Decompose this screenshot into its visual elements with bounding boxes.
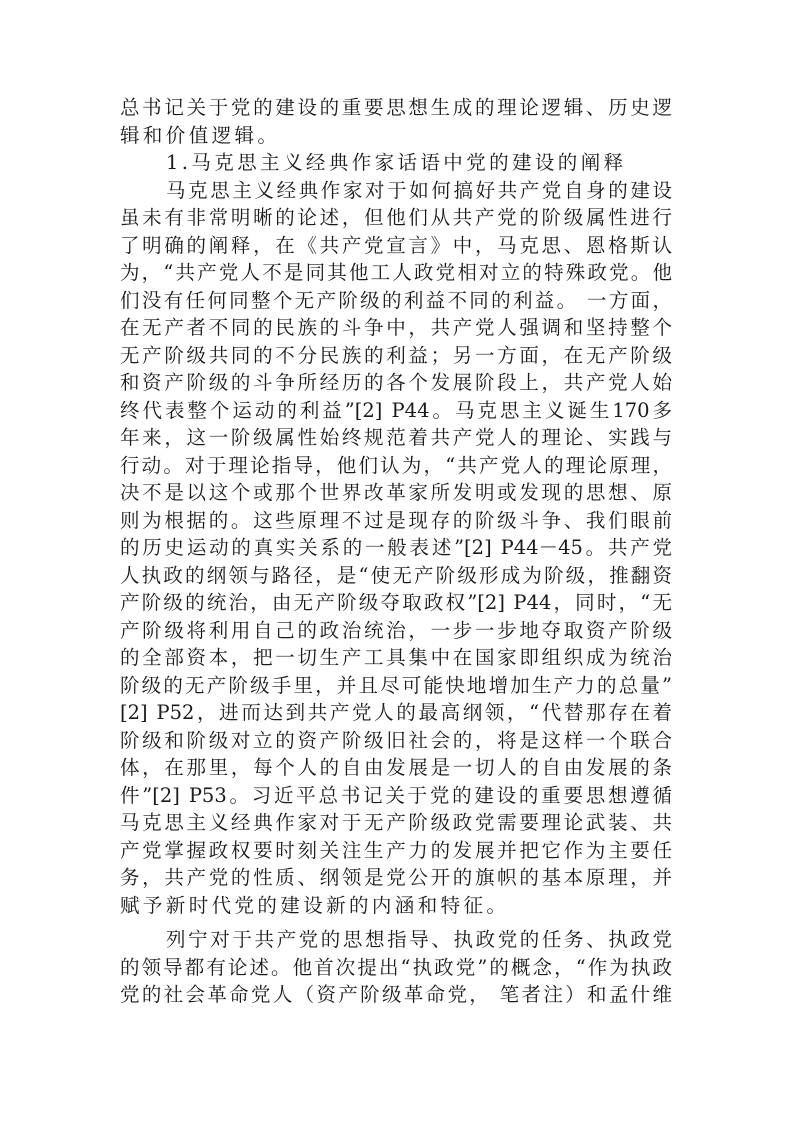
- text-line: 的历史运动的真实关系的一般表述”[2] P44－45。共产党: [120, 536, 672, 559]
- text-line: 年来，这一阶级属性始终规范着共产党人的理论、实践与: [120, 426, 672, 449]
- text-line: 阶级和阶级对立的资产阶级旧社会的，将是这样一个联合: [120, 728, 672, 752]
- paragraph: [120, 926, 672, 1009]
- text-line: 在无产者不同的民族的斗争中，共产党人强调和坚持整个: [120, 316, 672, 339]
- text-line: 人执政的纲领与路径，是“使无产阶级形成为阶级，推翻资: [120, 563, 672, 587]
- text-line: 决不是以这个或那个世界改革家所发明或发现的思想、原: [120, 481, 672, 504]
- text-line: 务，共产党的性质、纲领是党公开的旗帜的基本原理，并: [120, 866, 672, 889]
- text-line: 们没有任何同整个无产阶级的利益不同的利益。 一方面，: [120, 288, 672, 312]
- text-line: [2] P52，进而达到共产党人的最高纲领，“代替那存在着: [120, 701, 672, 724]
- text-line: 党的社会革命党人（资产阶级革命党， 笔者注）和孟什维: [120, 983, 672, 1006]
- text-line: 赋予新时代党的建设新的内涵和特征。: [120, 893, 510, 917]
- text-line: 虽未有非常明晰的论述，但他们从共产党的阶级属性进行: [120, 206, 672, 229]
- section-heading: [120, 149, 672, 177]
- text-line: 马克思主义经典作家对于如何搞好共产党自身的建设: [166, 178, 672, 202]
- text-line: 了明确的阐释，在《共产党宣言》中，马克思、恩格斯认: [120, 233, 672, 257]
- text-line: 为，“共产党人不是同其他工人政党相对立的特殊政党。他: [120, 261, 672, 284]
- text-line: 则为根据的。这些原理不过是现存的阶级斗争、我们眼前: [120, 508, 672, 532]
- text-line: 列宁对于共产党的思想指导、执政党的任务、执政党: [166, 928, 672, 951]
- text-line: 体，在那里，每个人的自由发展是一切人的自由发展的条: [120, 756, 672, 779]
- text-line: 无产阶级共同的不分民族的利益；另一方面，在无产阶级: [120, 343, 672, 367]
- text-line: 终代表整个运动的利益”[2] P44。马克思主义诞生170多: [120, 398, 672, 422]
- text-line: 产阶级将利用自己的政治统治，一步一步地夺取资产阶级: [120, 618, 672, 642]
- text-line: 马克思主义经典作家对于无产阶级政党需要理论武装、共: [120, 811, 672, 834]
- text-line: 产阶级的统治，由无产阶级夺取政权”[2] P44，同时，“无: [120, 591, 672, 614]
- document-page: [120, 94, 672, 1009]
- paragraph: [120, 177, 672, 920]
- text-line: 和资产阶级的斗争所经历的各个发展阶段上，共产党人始: [120, 371, 672, 394]
- paragraph-gap: [120, 919, 672, 926]
- text-line: 的领导都有论述。他首次提出“执政党”的概念，“作为执政: [120, 955, 672, 979]
- text-line: 行动。对于理论指导，他们认为，“共产党人的理论原理，: [120, 453, 672, 477]
- text-line: 辑和价值逻辑。: [120, 123, 281, 147]
- text-line: 阶级的无产阶级手里，并且尽可能快地增加生产力的总量”: [120, 673, 672, 697]
- text-line: 总书记关于党的建设的重要思想生成的理论逻辑、历史逻: [120, 96, 672, 119]
- text-line: 产党掌握政权要时刻关注生产力的发展并把它作为主要任: [120, 838, 672, 862]
- text-line: 的全部资本，把一切生产工具集中在国家即组织成为统治: [120, 646, 672, 669]
- text-line: 件”[2] P53。习近平总书记关于党的建设的重要思想遵循: [120, 783, 672, 807]
- heading-text: 1.马克思主义经典作家话语中党的建设的阐释: [166, 151, 627, 174]
- paragraph: [120, 94, 672, 149]
